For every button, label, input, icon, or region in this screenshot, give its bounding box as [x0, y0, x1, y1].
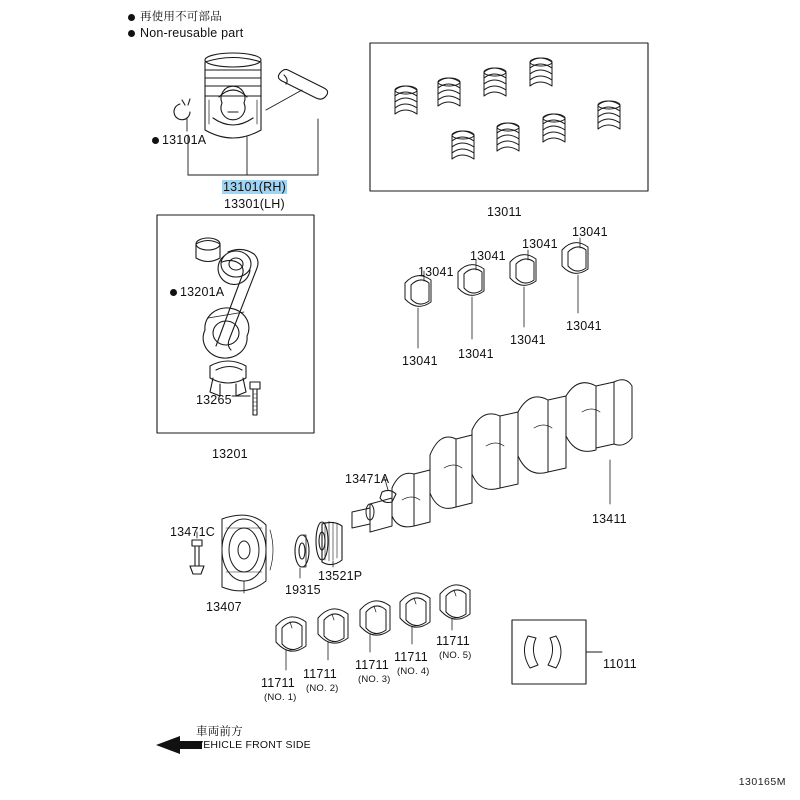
- part-label-13041-d[interactable]: 13041: [572, 225, 608, 239]
- part-label-11711-no5[interactable]: 11711: [436, 634, 470, 648]
- key-13471A: [380, 490, 396, 502]
- part-label-13011[interactable]: 13011: [487, 205, 522, 219]
- front-label-en: VEHICLE FRONT SIDE: [196, 739, 311, 751]
- part-number: 13201A: [180, 285, 225, 299]
- drawing-code: 130165M: [738, 776, 786, 788]
- part-label-13041-b[interactable]: 13041: [470, 249, 506, 263]
- part-label-13301-lh[interactable]: 13301(LH): [224, 197, 285, 211]
- legend-item: [128, 26, 243, 40]
- part-label-11711-no4[interactable]: 11711: [394, 650, 428, 664]
- part-label-13041-h[interactable]: 13041: [566, 319, 602, 333]
- part-label-13407[interactable]: 13407: [206, 600, 242, 614]
- bolt-13471C: [190, 540, 204, 574]
- part-label-11711-no5-suffix: (NO. 5): [439, 650, 472, 661]
- rod-cap: [210, 361, 246, 396]
- piston-13101: [205, 53, 261, 138]
- part-label-13521P[interactable]: 13521P: [318, 569, 363, 583]
- legend: [128, 10, 243, 42]
- part-label-13041-e[interactable]: 13041: [402, 354, 438, 368]
- part-label-11011[interactable]: 11011: [603, 657, 637, 671]
- part-label-11711-no3-suffix: (NO. 3): [358, 674, 391, 685]
- part-label-13041-f[interactable]: 13041: [458, 347, 494, 361]
- piston-rings-13011: [395, 58, 620, 159]
- legend-label-en: Non-reusable part: [140, 26, 244, 40]
- part-label-13471C[interactable]: 13471C: [170, 525, 215, 539]
- part-label-13101-rh[interactable]: [222, 180, 287, 194]
- part-label-19315[interactable]: 19315: [285, 583, 321, 597]
- bolt-13265: [250, 382, 260, 415]
- thrust-washers-11011: [524, 636, 561, 668]
- filled-circle-icon: [128, 30, 135, 37]
- part-label-13041-a[interactable]: 13041: [418, 265, 454, 279]
- part-number: 13101A: [162, 133, 207, 147]
- legend-label-jp: 再使用不可部品: [140, 11, 222, 23]
- snap-ring-13101A: [174, 99, 190, 120]
- crank-pulley-13407: [222, 515, 273, 591]
- vehicle-front-marker: [196, 723, 311, 751]
- timing-gear-13521P: [316, 521, 342, 565]
- part-label-13041-g[interactable]: 13041: [510, 333, 546, 347]
- part-label-13201A[interactable]: [170, 285, 224, 299]
- part-label-11711-no2[interactable]: 11711: [303, 667, 337, 681]
- washer-19315: [295, 535, 309, 567]
- part-label-13411[interactable]: 13411: [592, 512, 627, 526]
- part-label-11711-no1[interactable]: 11711: [261, 676, 295, 690]
- crankshaft-13411: [352, 380, 632, 532]
- legend-item: [128, 10, 243, 24]
- front-label-jp: 車両前方: [196, 726, 243, 738]
- part-label-11711-no1-suffix: (NO. 1): [264, 692, 297, 703]
- piston-pin: [278, 69, 327, 99]
- part-label-13201[interactable]: 13201: [212, 447, 248, 461]
- filled-circle-icon: [152, 137, 159, 144]
- part-label-13265[interactable]: 13265: [196, 393, 232, 407]
- part-label-13041-c[interactable]: 13041: [522, 237, 558, 251]
- part-label-13101A[interactable]: [152, 133, 206, 147]
- part-number-selected: 13101(RH): [223, 180, 286, 194]
- filled-circle-icon: [128, 14, 135, 21]
- part-label-11711-no2-suffix: (NO. 2): [306, 683, 339, 694]
- part-label-11711-no3[interactable]: 11711: [355, 658, 389, 672]
- part-label-11711-no4-suffix: (NO. 4): [397, 666, 430, 677]
- filled-circle-icon: [170, 289, 177, 296]
- part-label-13471A[interactable]: 13471A: [345, 472, 390, 486]
